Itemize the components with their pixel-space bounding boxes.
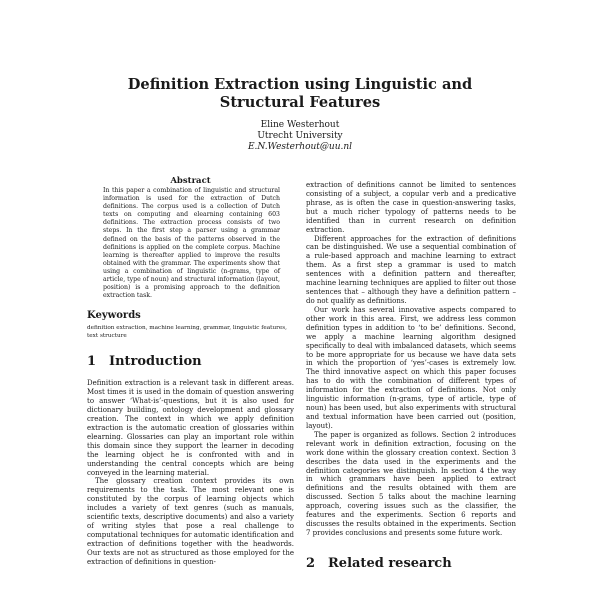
keywords-text: definition extraction, machine learning, grammar, linguistic features, text structure [87,325,287,339]
intro-paragraph-1: Definition extraction is a relevant task in different areas. Most times it is used in the domain of question answering to answer ‘What-is’-questions, but it is also used for dictionary building, ontology development and glossary creation. The context in which we apply definition extraction is the automatic creation of glossaries within elearning. Glossaries can play an important role within this domain since they support the learner in decoding the learning object he is confronted with and in understanding the central concepts which are being conveyed in the learning material. [87,379,294,477]
intro-paragraph-2: The glossary creation context provides its own requirements to the task. The most relevant one is constituted by the corpus of learning objects which includes a variety of text genres (such as manuals, scientific texts, descriptive documents) and also a variety of writing styles that pose a real challenge to computational techniques for automatic identification and extraction of definitions together with the headwords. Our texts are not as structured as those employed for the extraction of definitions in question- [87,477,294,566]
author-affiliation: Utrecht University [257,131,343,141]
right-paragraph-4: The paper is organized as follows. Section 2 introduces relevant work in definition extraction, focusing on the work done within the glossary creation context. Section 3 describes the data used in the experiments and the definition categories we distinguish. In section 4 the way in which grammars have been applied to extract definitions and the results obtained with them are discussed. Section 5 talks about the machine learning approach, covering issues such as the classifier, the features and the experiments. Section 6 reports and discusses the results obtained in the experiments. Section 7 provides conclusions and presents some future work. [306,430,516,537]
section-title: Related research [328,555,452,571]
section-number: 2 [306,555,316,571]
left-column [87,176,294,567]
section-number: 1 [87,354,97,370]
abstract-heading: Abstract [170,176,211,186]
abstract-text: In this paper a combination of linguistic and structural information is used for the extraction of Dutch definitions. The corpus used is a collection of Dutch texts on computing and elearning containing 603 definitions. The extraction process consists of two steps. In the first step a parser using a grammar defined on the basis of the patterns observed in the definitions is applied on the complete corpus. Machine learning is thereafter applied to improve the results obtained with the grammar. The experiments show that using a combination of linguistic (n-grams, type of article, type of noun) and structural information (layout, position) is a promising approach to the definition extraction task. [103,187,280,300]
paper-title: Definition Extraction using Linguistic and Structural Features [127,76,473,111]
author-name: Eline Westerhout [260,120,340,130]
right-column [306,181,516,572]
author-email: E.N.Westerhout@uu.nl [247,142,353,152]
right-paragraph-2: Different approaches for the extraction of definitions can be distinguished. We use a sequential combination of a rule-based approach and machine learning to extract them. As a first step a grammar is used to match sentences with a definition pattern and thereafter, machine learning techniques are applied to filter out those sentences that – although they have a definition pattern – do not qualify as definitions. [306,234,516,305]
right-paragraph-1: extraction of definitions cannot be limited to sentences consisting of a subject, a copular verb and a predicative phrase, as is often the case in question-answering tasks, but a much richer typology of patterns needs to be identified than in current research on definition extraction. [306,181,516,234]
section-heading-related-research [306,556,516,572]
section-title: Introduction [109,354,202,370]
right-paragraph-3: Our work has several innovative aspects compared to other work in this area. First, we address less common definition types in addition to ‘to be’ definitions. Second, we apply a machine learning algorithm designed specifically to deal with imbalanced datasets, which seems to be more appropriate for us because we have data sets in which the proportion of ‘yes’-cases is extremely low. The third innovative aspect on which this paper focuses has to do with the combination of different types of information for the extraction of definitions. Not only linguistic information (n-grams, type of article, type of noun) has been used, but also experiments with structural and textual information have been carried out (position, layout). [306,305,516,430]
keywords-heading: Keywords [87,310,141,322]
section-heading-introduction [87,354,294,370]
